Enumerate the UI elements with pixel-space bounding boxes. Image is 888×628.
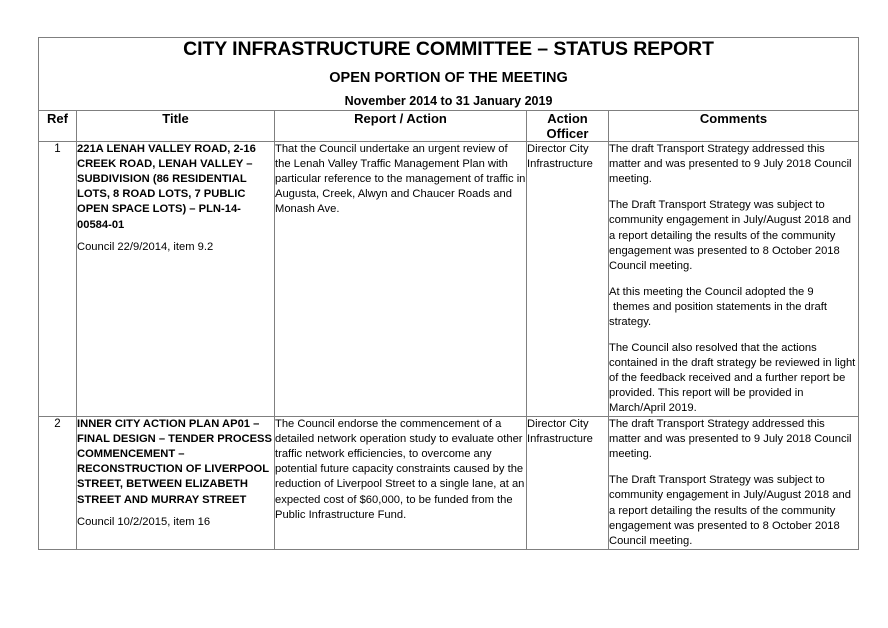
row-comments-paragraph-2a: The draft Transport Strategy addressed this matter and was presented to 9 July 2018 Council meeting.	[609, 418, 852, 461]
column-header-action-officer	[527, 110, 609, 142]
row-report-action-text-2: The Council endorse the commencement of a detailed network operation study to evaluate other traffic network efficiencies, to overcome any potential future capacity constraints caused by the reduction of Liverpool Street to a single lane, at an expected cost of $60,000, to be funded from the Public Infrastructure Fund.	[275, 418, 525, 521]
row-title-reference-1: Council 22/9/2014, item 9.2	[77, 240, 214, 253]
document-header-cell	[39, 38, 859, 111]
column-header-action-officer-line2: Officer	[546, 125, 589, 141]
row-action-officer-text-1: Director City Infrastructure	[527, 143, 593, 171]
table-header-row	[39, 110, 859, 142]
row-title-reference-2: Council 10/2/2015, item 16	[77, 515, 211, 528]
table-row	[39, 142, 859, 417]
status-report-table	[38, 37, 859, 550]
page-date-range: November 2014 to 31 January 2019	[344, 93, 553, 108]
row-comments-paragraph-1c-line1: At this meeting the Council adopted the 9	[609, 285, 814, 298]
row-ref-2: 2	[39, 417, 77, 550]
row-comments-1	[609, 142, 859, 417]
row-report-action-2	[275, 417, 527, 550]
row-action-officer-text-2: Director City Infrastructure	[527, 418, 593, 446]
row-comments-paragraph-1c-rest: themes and position statements in the draft strategy.	[609, 300, 827, 328]
row-report-action-text-1: That the Council undertake an urgent review of the Lenah Valley Traffic Management Plan with particular reference to the management of traffic in Augusta, Creek, Alwyn and Chaucer Roads and Monash Ave.	[275, 143, 526, 216]
row-title-main-2: INNER CITY ACTION PLAN AP01 – FINAL DESIGN – TENDER PROCESS COMMENCEMENT – RECONSTRUCTION OF LIVERPOOL STREET, BETWEEN ELIZABETH STREET AND MURRAY STREET	[77, 418, 272, 506]
row-title-1	[77, 142, 275, 417]
row-action-officer-1	[527, 142, 609, 417]
document-header-row	[39, 38, 859, 111]
page-title: CITY INFRASTRUCTURE COMMITTEE – STATUS REPORT	[183, 38, 714, 60]
row-report-action-1	[275, 142, 527, 417]
row-comments-paragraph-1d: The Council also resolved that the actions contained in the draft strategy be reviewed in light of the feedback received and a further report be provided. This report will be provided in March/April 2019.	[609, 341, 856, 415]
column-header-title: Title	[77, 110, 275, 142]
row-title-2	[77, 417, 275, 550]
row-comments-paragraph-1a: The draft Transport Strategy addressed this matter and was presented to 9 July 2018 Council meeting.	[609, 143, 852, 186]
column-header-comments: Comments	[609, 110, 859, 142]
row-comments-paragraph-2b: The Draft Transport Strategy was subject to community engagement in July/August 2018 and a report detailing the results of the community engagement was presented to 8 October 2018 Council meeting.	[609, 474, 851, 547]
row-comments-paragraph-1c	[609, 285, 858, 330]
table-row	[39, 417, 859, 550]
row-action-officer-2	[527, 417, 609, 550]
page-subtitle: OPEN PORTION OF THE MEETING	[329, 69, 568, 86]
column-header-ref: Ref	[39, 110, 77, 142]
column-header-action-officer-line1: Action	[547, 110, 588, 126]
row-comments-paragraph-1b: The Draft Transport Strategy was subject to community engagement in July/August 2018 and a report detailing the results of the community engagement was presented to 8 October 2018 Council meeting.	[609, 199, 851, 272]
row-title-main-1: 221A LENAH VALLEY ROAD, 2-16 CREEK ROAD, LENAH VALLEY – SUBDIVISION (86 RESIDENTIAL LOTS, 8 ROAD LOTS, 7 PUBLIC OPEN SPACE LOTS) – PLN-14-00584-01	[77, 143, 256, 231]
column-header-report-action: Report / Action	[275, 110, 527, 142]
row-comments-2	[609, 417, 859, 550]
row-ref-1: 1	[39, 142, 77, 417]
